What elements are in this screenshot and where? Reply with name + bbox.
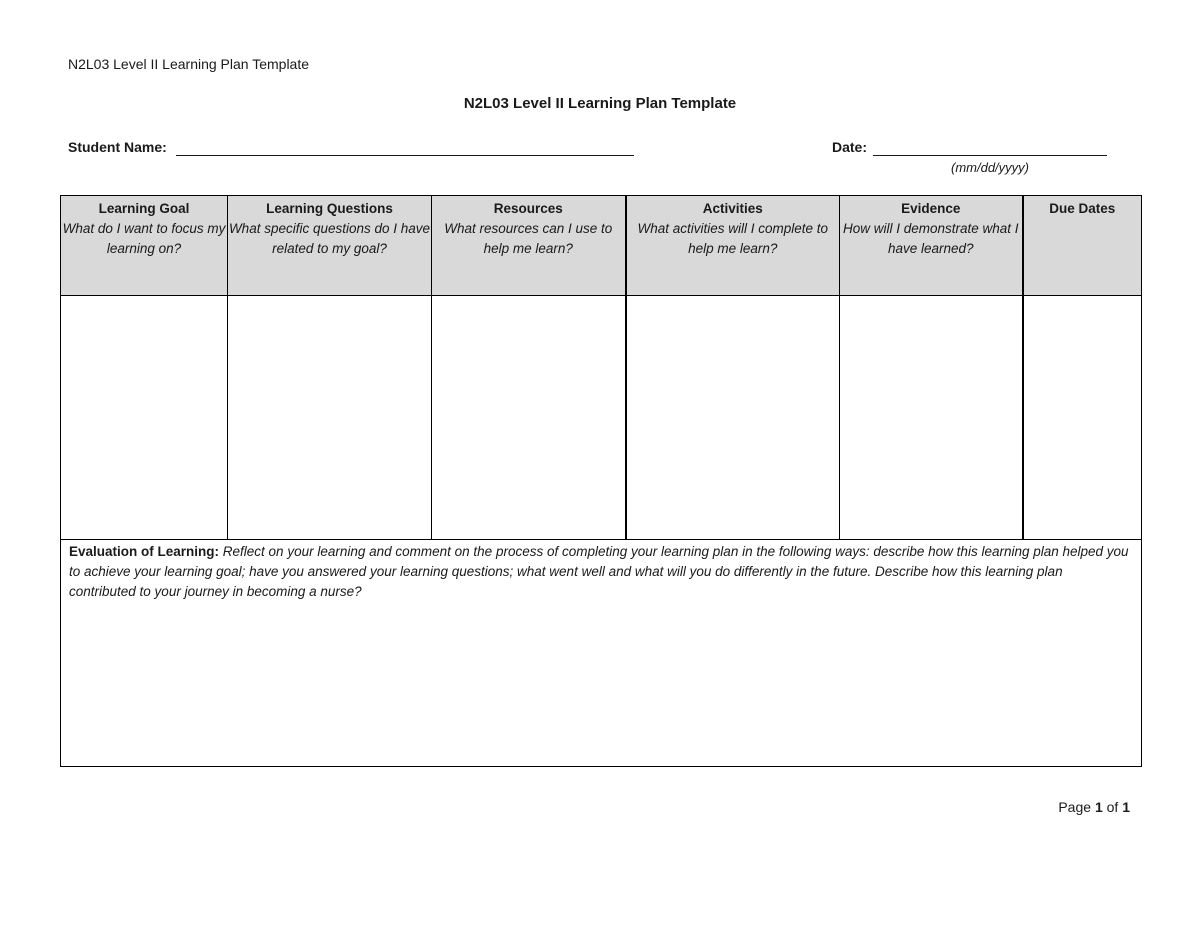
column-header-resources: [432, 196, 626, 296]
page-prefix: Page: [1058, 799, 1092, 815]
activities-cell[interactable]: [626, 296, 840, 540]
due-dates-cell[interactable]: [1023, 296, 1142, 540]
evaluation-cell[interactable]: [61, 540, 1142, 767]
column-header-evidence: [840, 196, 1023, 296]
column-title: Learning Questions: [266, 201, 393, 216]
date-format-hint: (mm/dd/yyyy): [951, 160, 1029, 175]
page-total: 1: [1122, 799, 1130, 815]
column-prompt: What resources can I use to help me learn?: [444, 221, 613, 256]
column-title: Resources: [493, 201, 563, 216]
column-title: Due Dates: [1049, 201, 1116, 216]
page-title: N2L03 Level II Learning Plan Template: [463, 95, 737, 112]
evaluation-instructions: Reflect on your learning and comment on the process of completing your learning plan in the following ways: describe how this learning plan helped you to achieve your learning goal; have you answered your learning questions; what went well and what will you do differently in the future. Describe how this learning plan contributed to your journey in becoming a nurse?: [69, 544, 1129, 599]
page-of: of: [1106, 799, 1119, 815]
learning-goal-cell[interactable]: [61, 296, 228, 540]
evidence-cell[interactable]: [840, 296, 1023, 540]
learning-questions-cell[interactable]: [228, 296, 432, 540]
column-title: Evidence: [901, 201, 961, 216]
column-header-activities: [626, 196, 840, 296]
table-row: [61, 296, 1142, 540]
column-prompt: What specific questions do I have related to my goal?: [228, 221, 431, 256]
column-header-learning-goal: [61, 196, 228, 296]
student-name-field[interactable]: [176, 155, 634, 156]
evaluation-label: Evaluation of Learning:: [69, 544, 220, 559]
column-header-due-dates: [1023, 196, 1142, 296]
column-prompt: What activities will I complete to help me learn?: [637, 221, 829, 256]
column-prompt: What do I want to focus my learning on?: [62, 221, 226, 256]
column-title: Activities: [702, 201, 763, 216]
student-name-label: Student Name:: [68, 139, 167, 155]
table-header-row: [61, 196, 1142, 296]
column-prompt: How will I demonstrate what I have learned?: [842, 221, 1019, 256]
date-label: Date:: [832, 139, 868, 155]
learning-plan-table: [60, 195, 1142, 767]
date-field[interactable]: [873, 155, 1107, 156]
page-current: 1: [1094, 799, 1103, 815]
column-title: Learning Goal: [98, 201, 190, 216]
evaluation-row: [61, 540, 1142, 767]
column-header-learning-questions: [228, 196, 432, 296]
page-number: [1058, 799, 1130, 815]
resources-cell[interactable]: [432, 296, 626, 540]
running-header: N2L03 Level II Learning Plan Template: [68, 56, 310, 72]
